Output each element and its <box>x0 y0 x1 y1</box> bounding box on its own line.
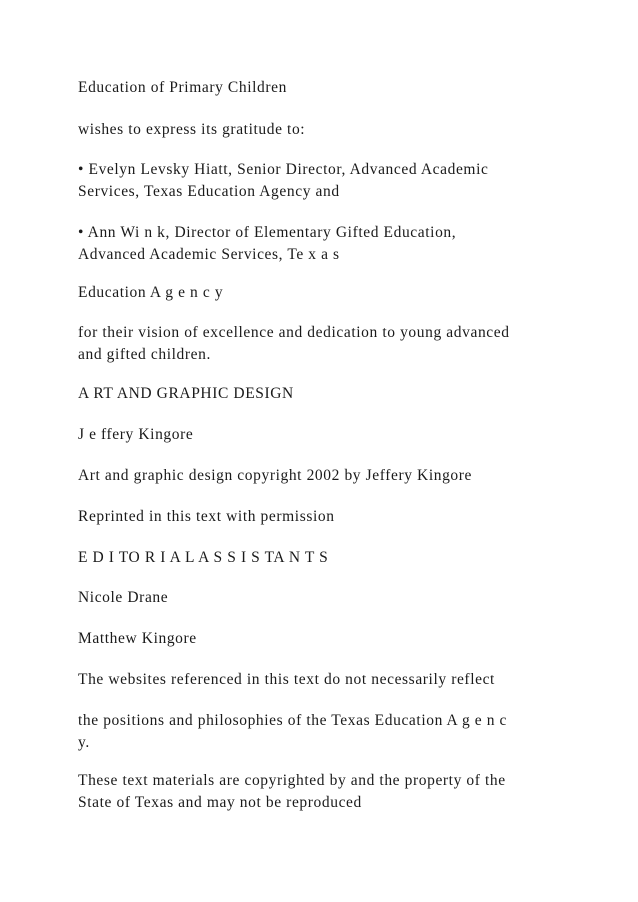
assistant-name <box>78 587 568 609</box>
text-line: Matthew Kingore <box>78 630 197 647</box>
text-line: • Ann Wi n k, Director of Elementary Gifted Education, <box>78 224 457 241</box>
copyright-line <box>78 465 568 487</box>
vision-statement <box>78 322 568 366</box>
text-line: Advanced Academic Services, Te x a s <box>78 246 340 263</box>
text-line: Reprinted in this text with permission <box>78 508 335 525</box>
text-line: These text materials are copyrighted by and the property of the <box>78 772 506 789</box>
text-line: E D I TO R I A L A S S I S TA N T S <box>78 549 329 566</box>
text-line: J e ffery Kingore <box>78 426 194 443</box>
text-line: wishes to express its gratitude to: <box>78 121 306 138</box>
agency-line <box>78 282 568 304</box>
text-line: and gifted children. <box>78 346 211 363</box>
text-line: Nicole Drane <box>78 589 169 606</box>
text-line: y. <box>78 734 90 751</box>
disclaimer-line <box>78 669 568 691</box>
section-heading-art <box>78 383 568 405</box>
disclaimer-line <box>78 710 568 754</box>
assistant-name <box>78 628 568 650</box>
copyright-notice <box>78 770 568 814</box>
text-line: Art and graphic design copyright 2002 by Jeffery Kingore <box>78 467 473 484</box>
text-line: Education A g e n c y <box>78 284 224 301</box>
text-line: for their vision of excellence and dedication to young advanced <box>78 324 510 341</box>
permission-line <box>78 506 568 528</box>
text-line: • Evelyn Levsky Hiatt, Senior Director, Advanced Academic <box>78 161 489 178</box>
section-heading-editorial <box>78 547 568 569</box>
text-line: The websites referenced in this text do not necessarily reflect <box>78 671 495 688</box>
text-line: A RT AND GRAPHIC DESIGN <box>78 385 294 402</box>
text-line: Education of Primary Children <box>78 79 287 96</box>
acknowledgment-bullet <box>78 222 568 266</box>
acknowledgment-bullet <box>78 159 568 203</box>
org-name-line <box>78 77 568 99</box>
text-line: the positions and philosophies of the Texas Education A g e n c <box>78 712 508 729</box>
gratitude-intro <box>78 119 568 141</box>
artist-name <box>78 424 568 446</box>
text-line: State of Texas and may not be reproduced <box>78 794 362 811</box>
text-line: Services, Texas Education Agency and <box>78 183 340 200</box>
